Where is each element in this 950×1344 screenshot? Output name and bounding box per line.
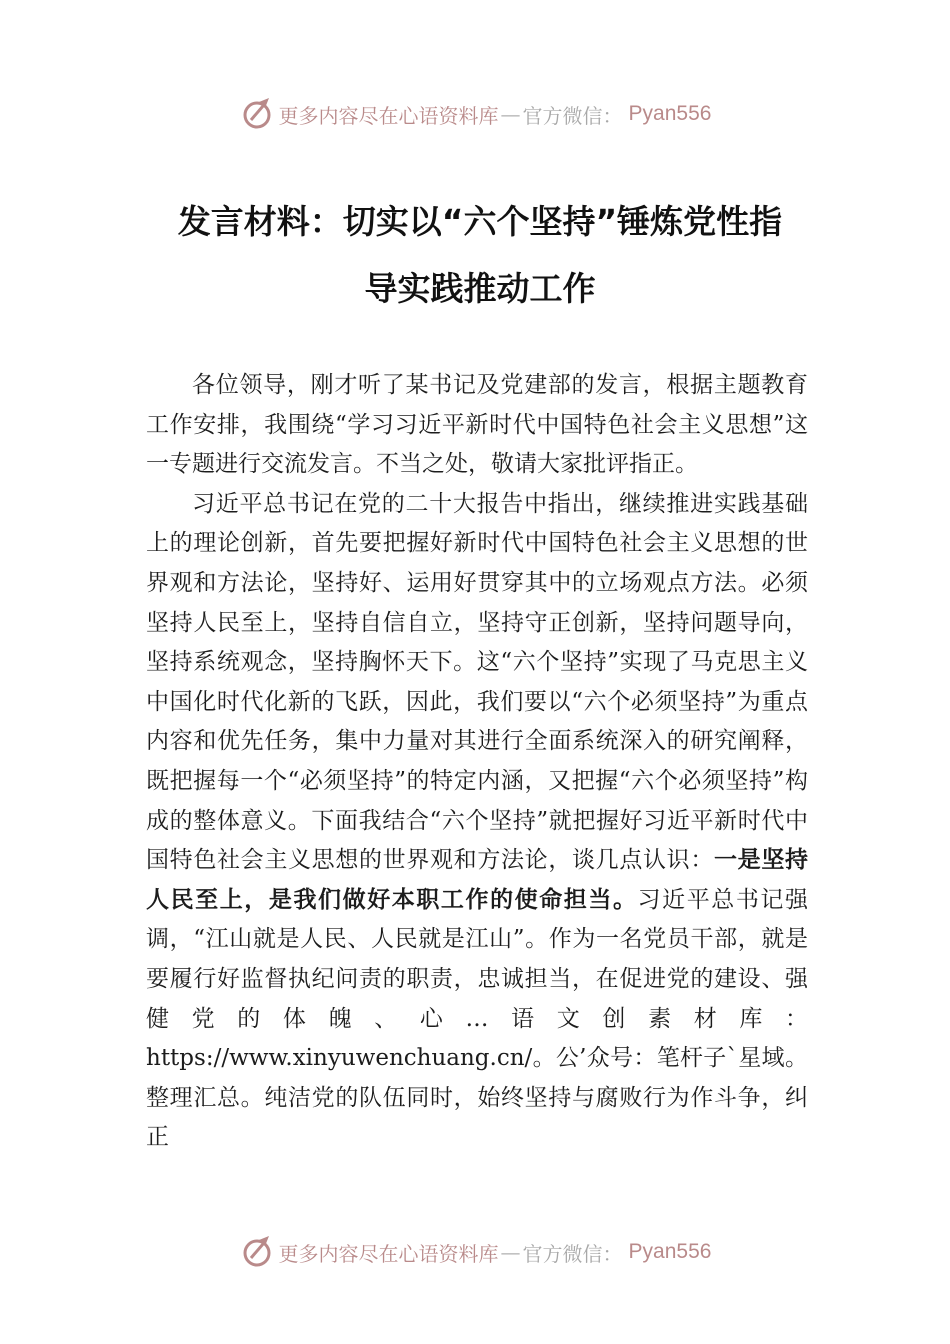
title-line-2: 导实践推动工作	[364, 269, 596, 308]
document-title	[150, 188, 810, 322]
wechat-label: 官方微信：	[522, 1241, 623, 1266]
wechat-label: 官方微信：	[522, 103, 623, 128]
site-name-text: 更多内容尽在心语资料库	[278, 1241, 499, 1266]
paragraph-main-continued: 习近平总书记强调，“江山就是人民、人民就是江山”。作为一名党员干部，就是要履行好监督执纪问责的职责，忠诚担当，在促进党的建设、强健党的体魄、心…语文创素材库：https://www.xinyuwenchuang.cn/。公’众号：笔杆子`星域。整理汇总。纯洁党的队伍同时，始终坚持与腐败行为作斗争，纠正	[146, 886, 809, 1151]
highlight-point-one: 一是坚持人民至上，是我们做好本职工作的使命担当。	[146, 847, 809, 913]
title-line-1: 发言材料：切实以“六个坚持”锤炼党性指	[177, 202, 783, 241]
paragraph-main	[146, 485, 808, 1158]
pen-nib-logo-icon	[239, 1234, 275, 1270]
pen-nib-logo-icon	[239, 96, 275, 132]
document-body	[146, 366, 808, 1158]
separator-dash: —	[500, 1240, 521, 1264]
paragraph-main-text: 习近平总书记在党的二十大报告中指出，继续推进实践基础上的理论创新，首先要把握好新时代中国特色社会主义思想的世界观和方法论，坚持好、运用好贯穿其中的立场观点方法。必须坚持人民至上，坚持自信自立，坚持守正创新，坚持问题导向，坚持系统观念，坚持胸怀天下。这“六个坚持”实现了马克思主义中国化时代化新的飞跃，因此，我们要以“六个必须坚持”为重点内容和优先任务，集中力量对其进行全面系统深入的研究阐释，既把握每一个“必须坚持”的特定内涵，又把握“六个必须坚持”构成的整体意义。下面我结合“六个坚持”就把握好习近平新时代中国特色社会主义思想的世界观和方法论，谈几点认识：	[146, 490, 808, 874]
separator-dash: —	[500, 102, 521, 126]
wechat-account: Pyan556	[628, 1240, 712, 1263]
wechat-account: Pyan556	[628, 102, 712, 125]
header-watermark-banner	[0, 94, 950, 134]
footer-watermark-banner	[0, 1232, 950, 1272]
site-name-text: 更多内容尽在心语资料库	[278, 103, 499, 128]
paragraph-intro: 各位领导，刚才听了某书记及党建部的发言，根据主题教育工作安排，我围绕“学习习近平新时代中国特色社会主义思想”这一专题进行交流发言。不当之处，敬请大家批评指正。	[146, 372, 808, 478]
